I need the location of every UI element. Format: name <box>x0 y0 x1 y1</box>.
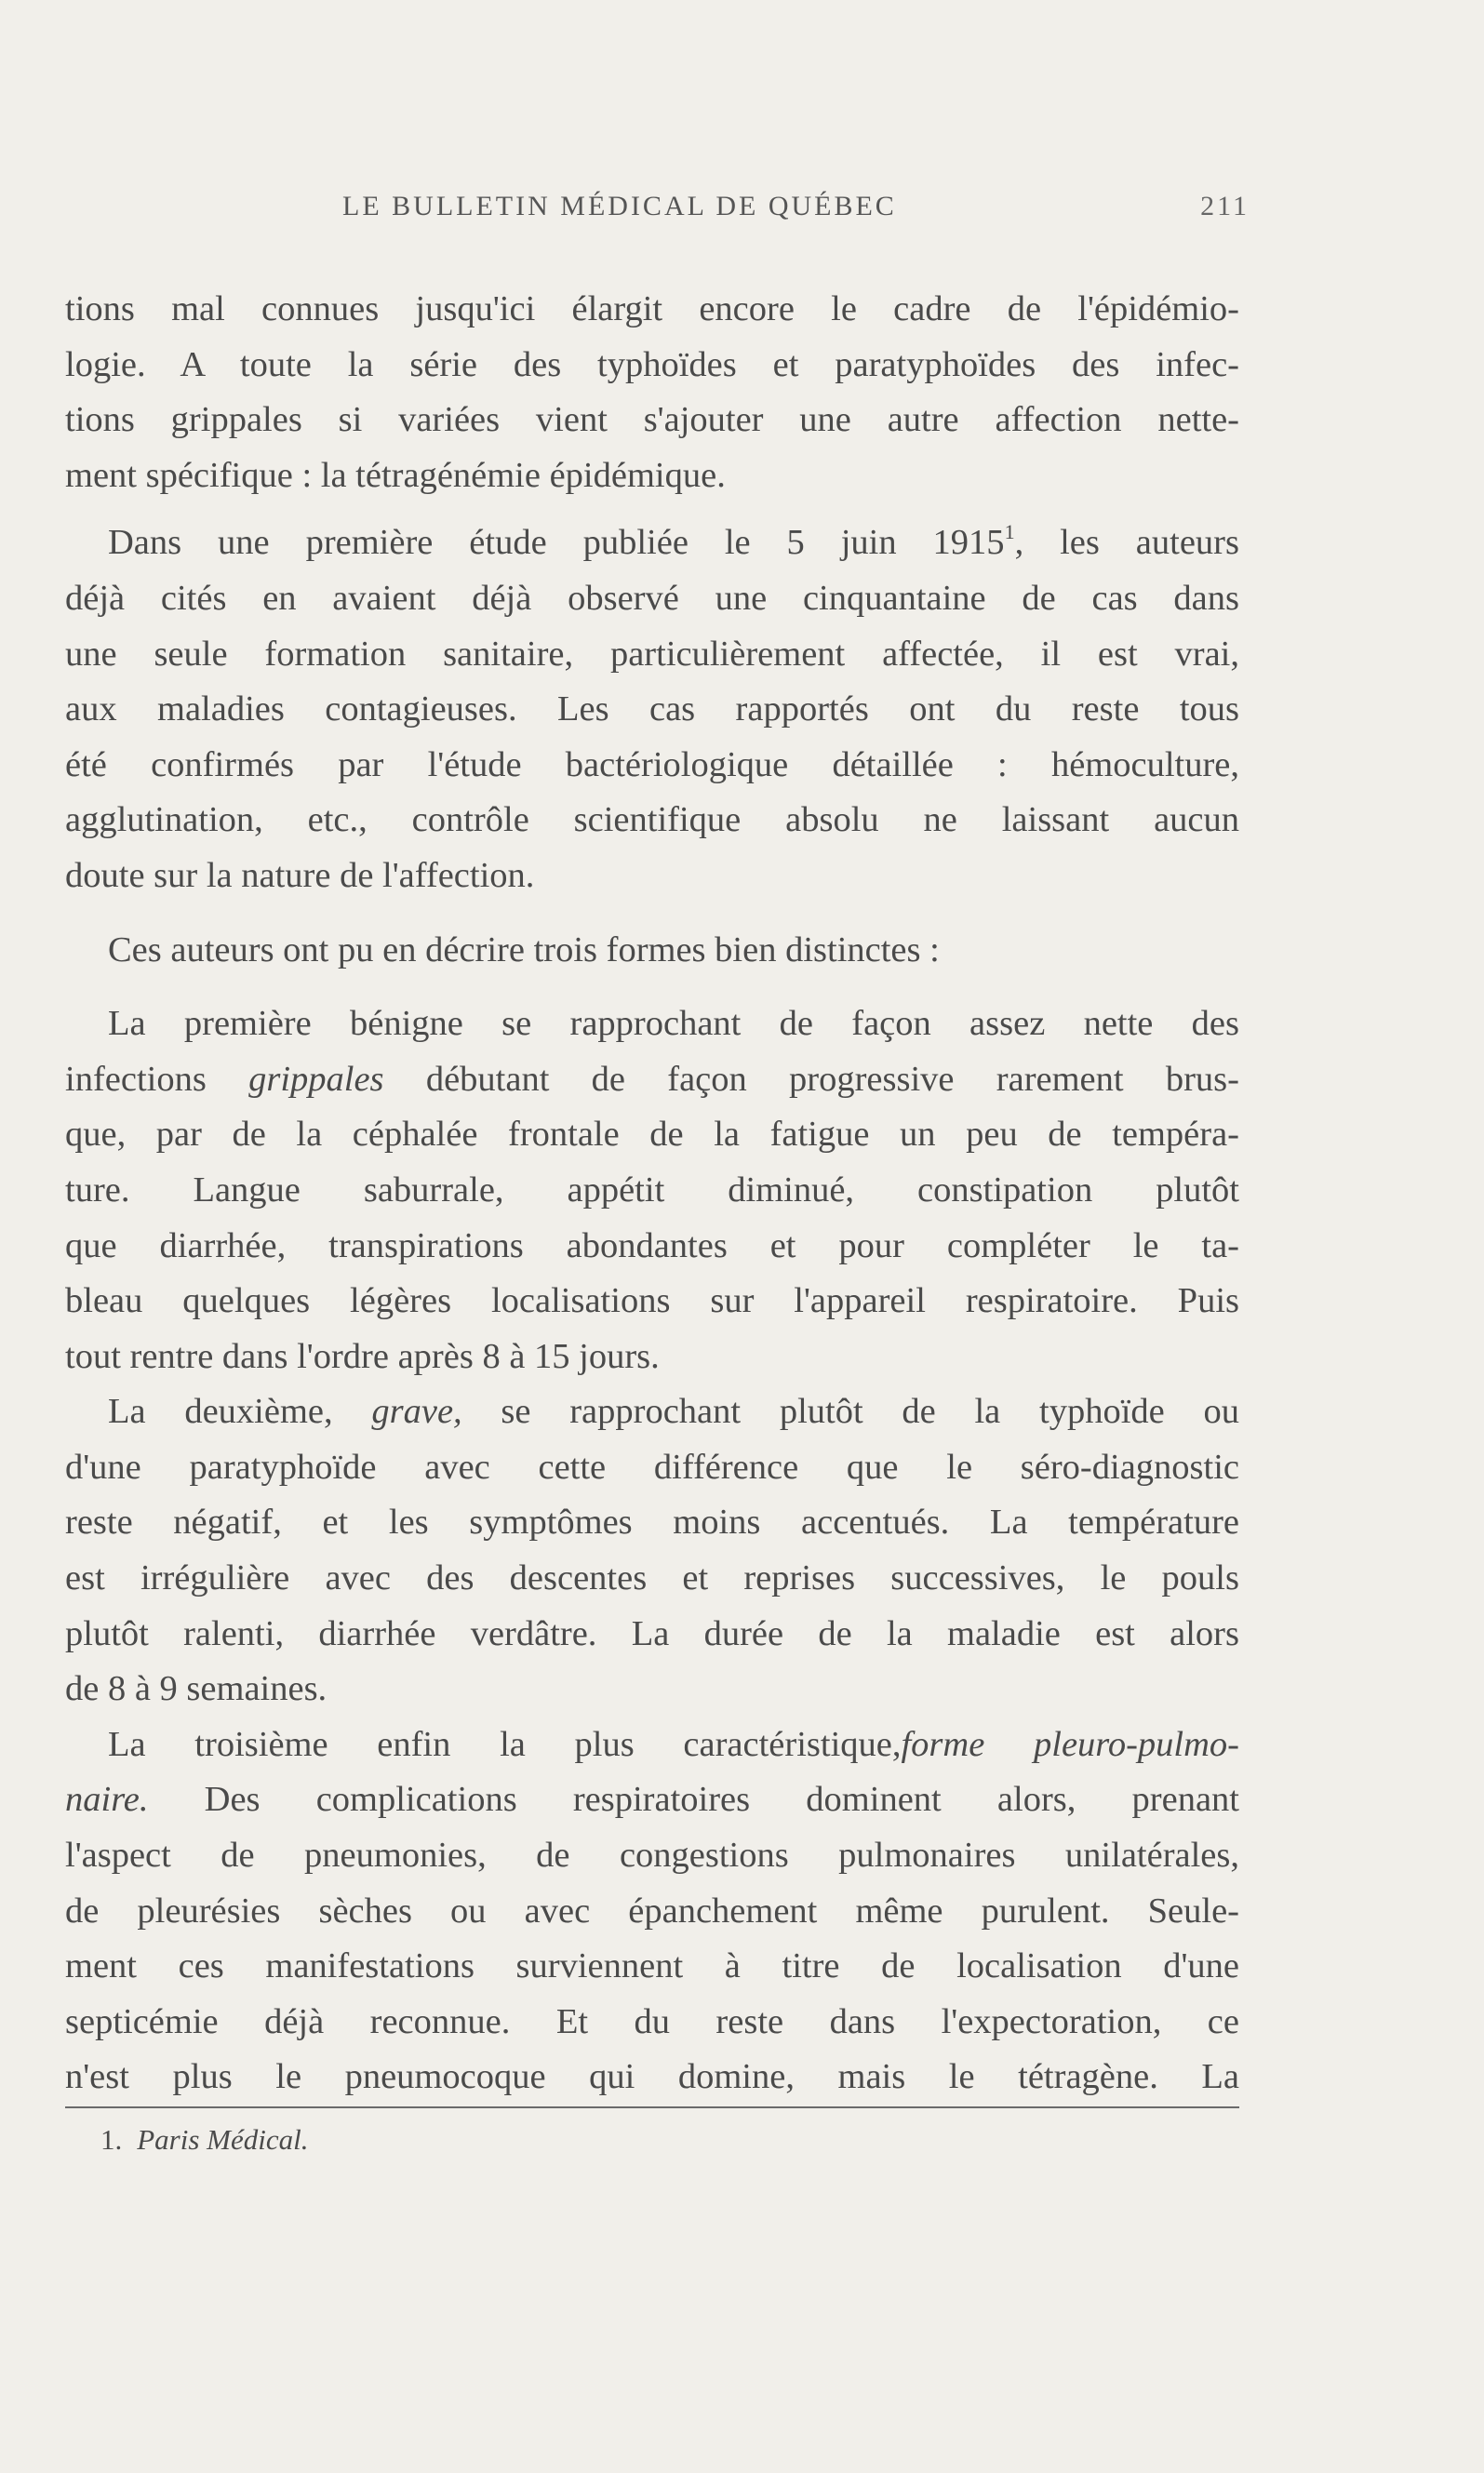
text-line: agglutination, etc., contrôle scientifique absolu ne laissant aucun <box>65 800 1239 840</box>
text-segment: , les auteurs <box>1014 523 1239 563</box>
italic-text: forme pleuro-pulmo- <box>901 1724 1239 1764</box>
footnote-ref: 1 <box>1004 520 1015 544</box>
text-line: aux maladies contagieuses. Les cas rapportés ont du reste tous <box>65 689 1239 729</box>
text-segment: se rapprochant plutôt de la typhoïde ou <box>461 1392 1239 1432</box>
paragraph-2 <box>65 515 1239 903</box>
text-segment: La troisième enfin la plus caractéristique, <box>108 1724 902 1764</box>
text-line: été confirmés par l'étude bactériologique détaillée : hémoculture, <box>65 744 1239 784</box>
text-line: d'une paratyphoïde avec cette différence que le séro-diagnostic <box>65 1447 1239 1487</box>
text-line: ment spécifique : la tétragénémie épidémique. <box>65 455 726 495</box>
paragraph-1 <box>65 282 1239 503</box>
text-line: ment ces manifestations surviennent à titre de localisation d'une <box>65 1946 1239 1986</box>
text-line: est irrégulière avec des descentes et reprises successives, le pouls <box>65 1558 1239 1598</box>
text-line: logie. A toute la série des typhoïdes et paratyphoïdes des infec- <box>65 344 1239 384</box>
text-line: La première bénigne se rapprochant de façon assez nette des <box>108 1004 1239 1044</box>
text-line: une seule formation sanitaire, particulièrement affectée, il est vrai, <box>65 634 1239 674</box>
text-segment: Des complications respiratoires dominent alors, prenant <box>148 1780 1239 1820</box>
text-line: que diarrhée, transpirations abondantes et pour compléter le ta- <box>65 1225 1239 1265</box>
text-line: n'est plus le pneumocoque qui domine, mais le tétragène. La <box>65 2057 1239 2097</box>
text-line: tions mal connues jusqu'ici élargit encore le cadre de l'épidémio- <box>65 289 1239 328</box>
text-line: de pleurésies sèches ou avec épanchement même purulent. Seule- <box>65 1891 1239 1931</box>
body-text <box>65 282 1239 2105</box>
footnote <box>100 2121 309 2159</box>
italic-text: naire. <box>65 1780 149 1820</box>
text-segment: La deuxième, <box>108 1392 372 1432</box>
paragraph-5 <box>65 1384 1239 1718</box>
text-line <box>65 1718 1239 1773</box>
text-line: tout rentre dans l'ordre après 8 à 15 jours. <box>65 1336 660 1376</box>
footnote-divider <box>65 2106 1239 2108</box>
paragraph-4 <box>65 996 1239 1384</box>
text-line: ture. Langue saburrale, appétit diminué, constipation plutôt <box>65 1170 1239 1210</box>
paragraph-3 <box>65 923 1239 979</box>
text-line <box>65 1772 1239 1828</box>
italic-text: grippales <box>248 1059 384 1099</box>
text-line: Ces auteurs ont pu en décrire trois formes bien distinctes : <box>108 929 940 969</box>
running-head <box>342 191 1250 228</box>
text-line: plutôt ralenti, diarrhée verdâtre. La durée de la maladie est alors <box>65 1613 1239 1653</box>
text-segment: débutant de façon progressive rarement brus- <box>383 1059 1239 1099</box>
footnote-text: Paris Médical. <box>137 2123 309 2156</box>
text-line: reste négatif, et les symptômes moins accentués. La température <box>65 1503 1239 1543</box>
text-line: de 8 à 9 semaines. <box>65 1669 328 1709</box>
text-segment: infections <box>65 1059 249 1099</box>
footnote-number: 1. <box>100 2123 123 2156</box>
text-line <box>65 515 1239 571</box>
text-line: septicémie déjà reconnue. Et du reste dans l'expectoration, ce <box>65 2001 1239 2041</box>
text-line: que, par de la céphalée frontale de la fatigue un peu de tempéra- <box>65 1115 1239 1155</box>
text-line <box>65 1384 1239 1440</box>
text-line: bleau quelques légères localisations sur l'appareil respiratoire. Puis <box>65 1281 1239 1321</box>
paragraph-6 <box>65 1718 1239 2105</box>
text-line: doute sur la nature de l'affection. <box>65 855 535 895</box>
text-line: l'aspect de pneumonies, de congestions pulmonaires unilatérales, <box>65 1836 1239 1876</box>
italic-text: grave, <box>371 1392 462 1432</box>
text-line: déjà cités en avaient déjà observé une cinquantaine de cas dans <box>65 578 1239 618</box>
text-line <box>65 1052 1239 1108</box>
text-line: tions grippales si variées vient s'ajouter une autre affection nette- <box>65 400 1239 440</box>
text-segment: Dans une première étude publiée le 5 juin 1915 <box>108 523 1005 563</box>
page-number: 211 <box>1200 191 1250 221</box>
running-title: LE BULLETIN MÉDICAL DE QUÉBEC <box>342 191 897 221</box>
